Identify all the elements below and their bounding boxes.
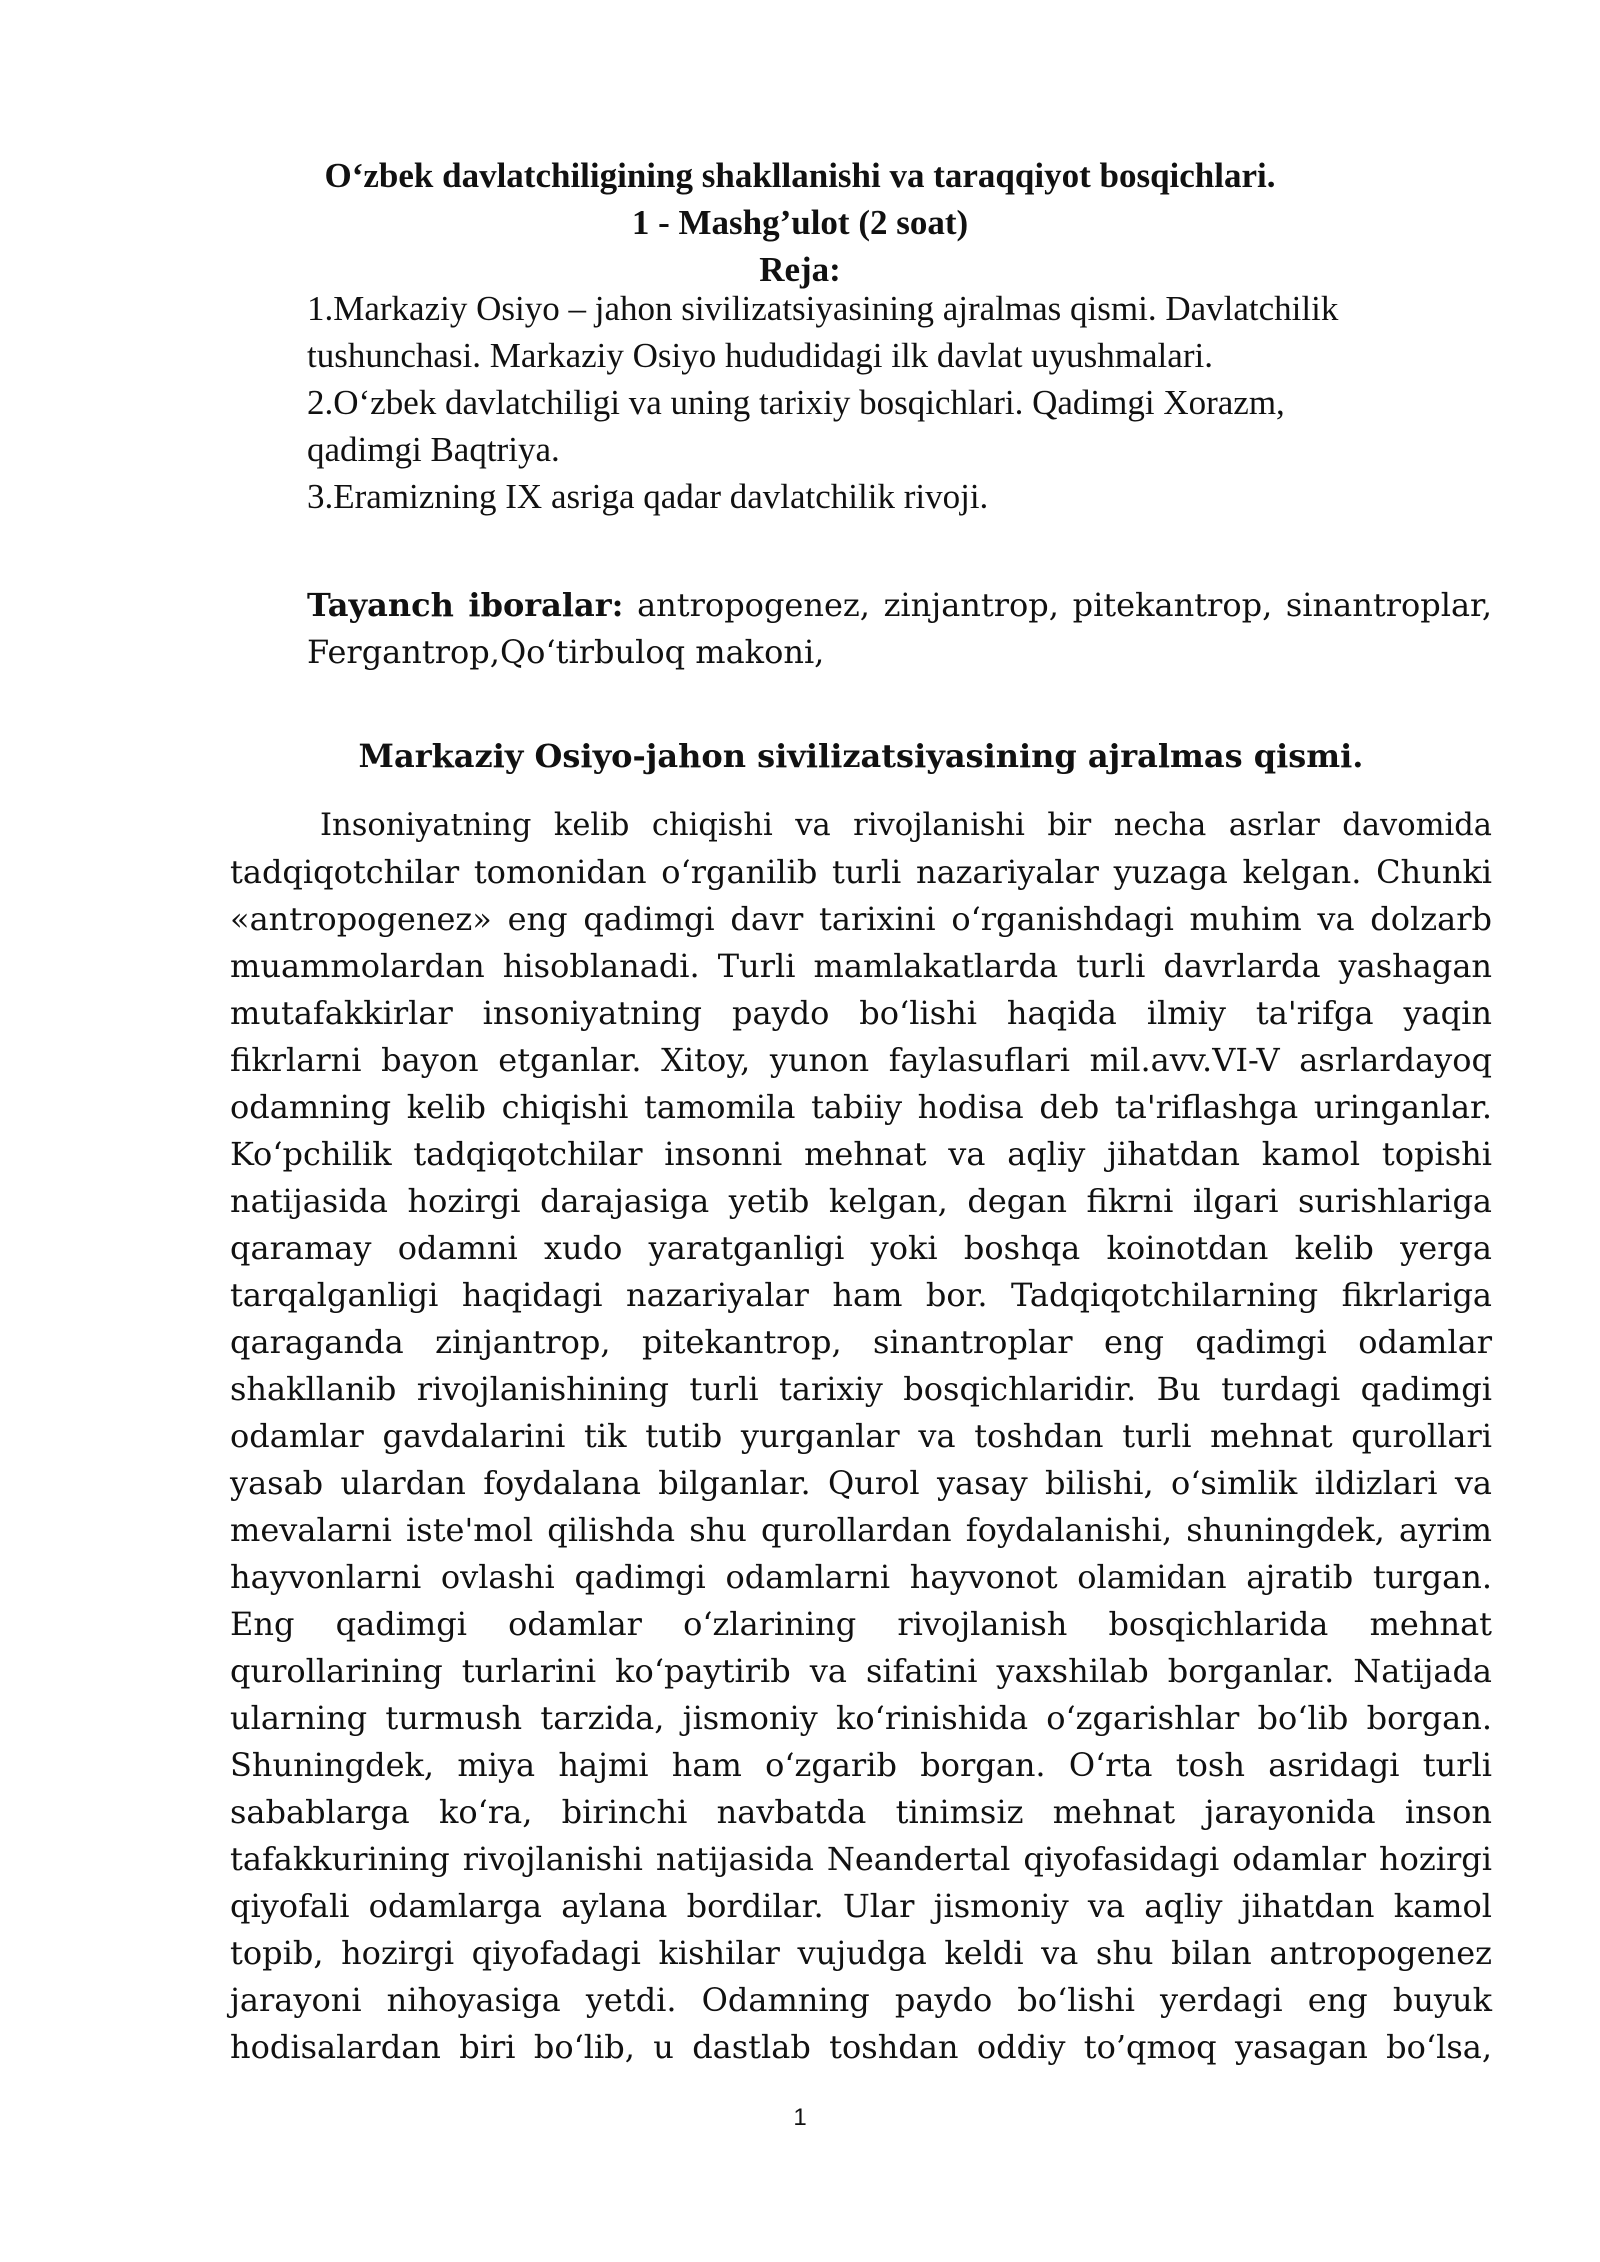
- body-line: topib, hozirgi qiyofadagi kishilar vujudga keldi va shu bilan antropogenez: [230, 1934, 1492, 1972]
- body-line: odamning kelib chiqishi tamomila tabiiy hodisa deb ta'riflashga uringanlar.: [230, 1088, 1492, 1126]
- body-line: ularning turmush tarzida, jismoniy ko‘rinishida o‘zgarishlar bo‘lib borgan.: [230, 1699, 1492, 1737]
- title-line-plan-heading: Reja:: [759, 250, 841, 289]
- body-line: tarqalganligi haqidagi nazariyalar ham bor. Tadqiqotchilarning fikrlariga: [230, 1276, 1492, 1314]
- title-line-topic: O‘zbek davlatchiligining shakllanishi va taraqqiyot bosqichlari.: [324, 156, 1276, 195]
- page-number: 1: [793, 2104, 807, 2131]
- body-line: hodisalardan biri bo‘lib, u dastlab toshdan oddiy to’qmoq yasagan bo‘lsa,: [230, 2028, 1492, 2066]
- section-heading: Markaziy Osiyo-jahon sivilizatsiyasining ajralmas qismi.: [358, 737, 1364, 775]
- body-line: odamlar gavdalarini tik tutib yurganlar va toshdan turli mehnat qurollari: [230, 1417, 1492, 1455]
- body-line: Shuningdek, miya hajmi ham o‘zgarib borgan. O‘rta tosh asridagi turli: [230, 1746, 1492, 1784]
- body-line: Insoniyatning kelib chiqishi va rivojlanishi bir necha asrlar davomida: [320, 808, 1492, 843]
- body-line: tadqiqotchilar tomonidan o‘rganilib turli nazariyalar yuzaga kelgan. Chunki: [230, 853, 1492, 891]
- body-line: Ko‘pchilik tadqiqotchilar insonni mehnat va aqliy jihatdan kamol topishi: [230, 1135, 1492, 1173]
- body-line: qurollarining turlarini ko‘paytirib va sifatini yaxshilab borganlar. Natijada: [230, 1652, 1492, 1690]
- body-line: hayvonlarni ovlashi qadimgi odamlarni hayvonot olamidan ajratib turgan.: [230, 1558, 1492, 1596]
- body-line: fikrlarni bayon etganlar. Xitoy, yunon faylasuflari mil.avv.VI-V asrlardayoq: [230, 1041, 1492, 1079]
- body-line: Eng qadimgi odamlar o‘zlarining rivojlanish bosqichlarida mehnat: [230, 1605, 1492, 1643]
- body-line: yasab ulardan foydalana bilganlar. Qurol yasay bilishi, o‘simlik ildizlari va: [230, 1464, 1492, 1502]
- key-terms-label: Tayanch iboralar:: [307, 586, 624, 624]
- body-line: mutafakkirlar insoniyatning paydo bo‘lishi haqida ilmiy ta'rifga yaqin: [230, 994, 1492, 1032]
- key-terms-text: antropogenez, zinjantrop, pitekantrop, sinantroplar, Fergantrop,Qo‘tirbuloq makoni,: [307, 586, 1492, 671]
- plan-list: [307, 285, 1339, 520]
- body-line: shakllanib rivojlanishining turli tarixiy bosqichlaridir. Bu turdagi qadimgi: [230, 1370, 1492, 1408]
- plan-line: qadimgi Baqtriya.: [307, 430, 560, 469]
- body-line: qaramay odamni xudo yaratganligi yoki boshqa koinotdan kelib yerga: [230, 1229, 1492, 1267]
- body-line: jarayoni nihoyasiga yetdi. Odamning paydo bo‘lishi yerdagi eng buyuk: [230, 1981, 1492, 2019]
- body-line: mevalarni iste'mol qilishda shu qurollardan foydalanishi, shuningdek, ayrim: [230, 1511, 1492, 1549]
- body-line: «antropogenez» eng qadimgi davr tarixini o‘rganishdagi muhim va dolzarb: [230, 900, 1492, 938]
- plan-line: 3.Eramizning IX asriga qadar davlatchilik rivoji.: [307, 477, 989, 516]
- title-line-lesson: 1 - Mashg’ulot (2 soat): [631, 203, 969, 242]
- body-line: muammolardan hisoblanadi. Turli mamlakatlarda turli davrlarda yashagan: [230, 947, 1492, 985]
- body-line: qiyofali odamlarga aylana bordilar. Ular jismoniy va aqliy jihatdan kamol: [230, 1887, 1492, 1925]
- body-line: qaraganda zinjantrop, pitekantrop, sinantroplar eng qadimgi odamlar: [230, 1323, 1492, 1361]
- body-line: natijasida hozirgi darajasiga yetib kelgan, degan fikrni ilgari surishlariga: [230, 1182, 1492, 1220]
- document-title: [300, 152, 1300, 293]
- plan-line: 2.O‘zbek davlatchiligi va uning tarixiy bosqichlari. Qadimgi Xorazm,: [307, 383, 1285, 422]
- body-paragraph: [230, 802, 1492, 2071]
- key-terms: [307, 582, 1492, 676]
- body-line: tafakkurining rivojlanishi natijasida Neandertal qiyofasidagi odamlar hozirgi: [230, 1840, 1492, 1878]
- body-line: sabablarga ko‘ra, birinchi navbatda tinimsiz mehnat jarayonida inson: [230, 1793, 1492, 1831]
- plan-line: tushunchasi. Markaziy Osiyo hududidagi ilk davlat uyushmalari.: [307, 336, 1213, 375]
- plan-line: 1.Markaziy Osiyo – jahon sivilizatsiyasining ajralmas qismi. Davlatchilik: [307, 289, 1339, 328]
